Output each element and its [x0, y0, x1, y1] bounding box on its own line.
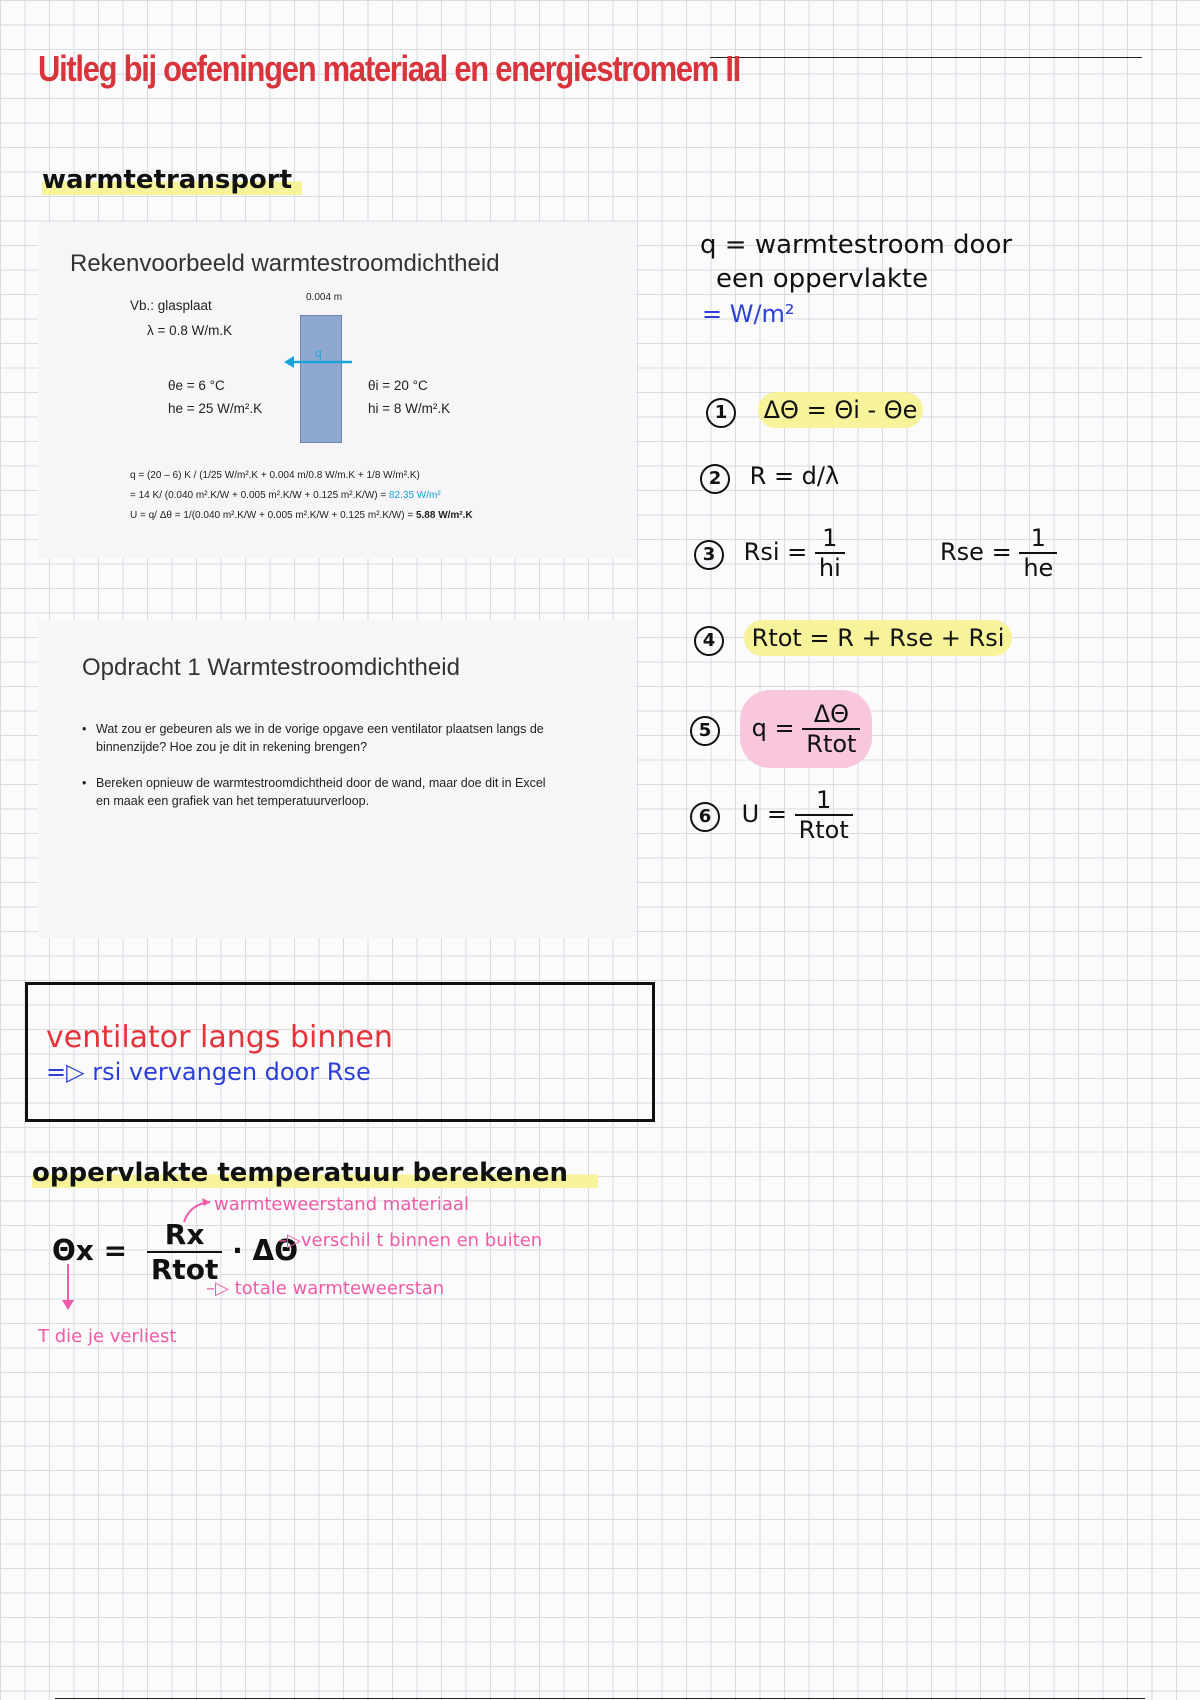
theta-e-label: θe = 6 °C	[168, 378, 225, 393]
formula-2: 2 R = d/λ	[700, 462, 839, 494]
calc-line-1: q = (20 – 6) K / (1/25 W/m².K + 0.004 m/0.8 W/m.K + 1/8 W/m².K)	[130, 470, 420, 481]
bullet-item: • Wat zou er gebeuren als we in de vorige opgave een ventilator plaatsen langs de binnenzijde? Hoe zou je dit in rekening brengen?	[82, 722, 544, 754]
calc-line-3: U = q/ Δθ = 1/(0.040 m².K/W + 0.005 m².K/W + 0.125 m².K/W) = 5.88 W/m².K	[130, 510, 473, 521]
formula-3: 3 Rsi = $\frac{1}{hi}$	[694, 524, 845, 582]
q-definition-line2: een oppervlakte	[716, 264, 929, 294]
ventilator-note-line2: =▷ rsi vervangen door Rse	[46, 1058, 371, 1086]
calc-line-2: = 14 K/ (0.040 m².K/W + 0.005 m².K/W + 0.125 m².K/W) = 82.35 W/m²	[130, 490, 441, 501]
formula-5: 5 q = $\frac{\Delta\Theta}{\text{Rtot}}$	[690, 690, 872, 768]
formula-6: 6 U = $\frac{1}{\text{Rtot}}$	[690, 786, 853, 844]
h-i-label: hi = 8 W/m².K	[368, 401, 451, 416]
page-title: Uitleg bij oefeningen materiaal en energiestromem II	[38, 48, 740, 89]
section-heading-oppervlakte: oppervlakte temperatuur berekenen	[32, 1158, 598, 1188]
thickness-label: 0.004 m	[306, 292, 343, 303]
q-definition-line1: q = warmtestroom door	[700, 230, 1013, 260]
note-totale-weerstand: –▷ totale warmteweerstan	[206, 1278, 445, 1299]
arrow-label: q	[315, 346, 322, 360]
note-t-verliest: T die je verliest	[38, 1326, 177, 1347]
down-arrow-icon	[58, 1262, 78, 1312]
lambda-label: λ = 0.8 W/m.K	[147, 323, 233, 338]
formula-4: 4 Rtot = R + Rse + Rsi	[694, 624, 1012, 656]
slide-title: Rekenvoorbeeld warmtestroomdichtheid	[70, 250, 500, 277]
example-label: Vb.: glasplaat	[130, 298, 212, 313]
bottom-rule	[55, 1698, 1145, 1699]
note-warmteweerstand-materiaal: warmteweerstand materiaal	[214, 1194, 469, 1215]
glass-pane	[300, 315, 342, 443]
q-unit: = W/m²	[702, 300, 795, 328]
theta-i-label: θi = 20 °C	[368, 378, 428, 393]
ventilator-note-line1: ventilator langs binnen	[46, 1020, 393, 1055]
h-e-label: he = 25 W/m².K	[168, 401, 263, 416]
formula-1: 1 ΔΘ = Θi - Θe	[706, 396, 923, 428]
note-verschil: –▷verschil t binnen en buiten	[278, 1230, 543, 1251]
section-heading-warmtetransport: warmtetransport	[42, 165, 302, 195]
formula-3-rse: Rse = $\frac{1}{he}$	[940, 524, 1057, 582]
title-rule	[710, 57, 1142, 58]
bullet-item: • Bereken opnieuw de warmtestroomdichtheid door de wand, maar doe dit in Excel en maak een grafiek van het temperatuurverloop.	[82, 776, 546, 808]
surface-formula: Θx = $\frac{Rx}{\text{Rtot}}$ · ΔΘ	[52, 1218, 299, 1286]
slide-title: Opdracht 1 Warmtestroomdichtheid	[82, 654, 460, 681]
